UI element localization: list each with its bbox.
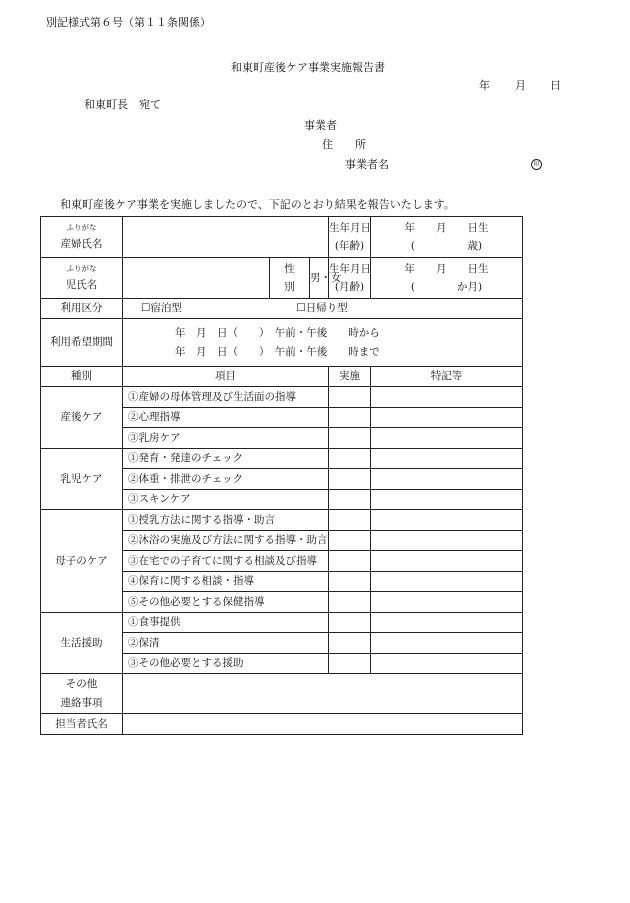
done-cell[interactable] (329, 653, 371, 674)
period-from: 年 月 日（ ） 午前・午後 時から (175, 327, 380, 340)
mother-name-field[interactable] (123, 217, 329, 258)
child-birth-field[interactable]: 年 月 日生 ( か月) (371, 258, 523, 299)
date-month: 月 (515, 79, 526, 92)
mother-birth-field[interactable]: 年 月 日生 ( 歳) (371, 217, 523, 258)
done-cell[interactable] (329, 510, 371, 531)
category-mother-child-care: 母子のケア (41, 510, 123, 613)
item-label: ④保育に関する相談・指導 (123, 571, 329, 592)
notes-cell[interactable] (371, 571, 523, 592)
form-number: 別記様式第６号（第１１条関係） (46, 16, 211, 29)
usage-type-label: 利用区分 (41, 299, 123, 319)
notes-cell[interactable] (371, 633, 523, 654)
mother-birth-label-cell: 生年月日 (年齢) (329, 217, 371, 258)
category-postpartum-care: 産後ケア (41, 387, 123, 449)
notes-cell[interactable] (371, 551, 523, 572)
item-label: ①発育・発達のチェック (123, 448, 329, 469)
item-label: ③スキンケア (123, 489, 329, 510)
period-row (41, 319, 523, 367)
usage-daytrip-checkbox[interactable]: ☐日帰り型 (296, 302, 348, 315)
child-birth-label-cell: 生年月日 (月齢) (329, 258, 371, 299)
done-cell[interactable] (329, 551, 371, 572)
category-infant-care: 乳児ケア (41, 448, 123, 510)
usage-type-options (123, 299, 523, 319)
col-done-header: 実施 (329, 367, 371, 387)
done-cell[interactable] (329, 571, 371, 592)
table-row (41, 510, 523, 531)
staff-row (41, 714, 523, 735)
mother-name-label: 産婦氏名 (60, 237, 103, 250)
notes-cell[interactable] (371, 387, 523, 408)
operator-name-label: 事業者名 (345, 158, 389, 171)
item-label: ②心理指導 (123, 407, 329, 428)
notes-cell[interactable] (371, 448, 523, 469)
child-name-label: 児氏名 (65, 278, 98, 291)
done-cell[interactable] (329, 633, 371, 654)
mother-name-label-cell: ふりがな 産婦氏名 (41, 217, 123, 258)
notes-cell[interactable] (371, 530, 523, 551)
done-cell[interactable] (329, 489, 371, 510)
done-cell[interactable] (329, 387, 371, 408)
notes-cell[interactable] (371, 612, 523, 633)
done-cell[interactable] (329, 469, 371, 490)
document-title: 和東町産後ケア事業実施報告書 (231, 61, 385, 74)
done-cell[interactable] (329, 448, 371, 469)
notes-cell[interactable] (371, 653, 523, 674)
sex-options-field[interactable]: 男・女 (310, 258, 329, 299)
report-form (40, 216, 523, 735)
notes-cell[interactable] (371, 510, 523, 531)
usage-overnight-checkbox[interactable]: ☐宿泊型 (141, 302, 182, 315)
staff-name-label: 担当者氏名 (41, 714, 123, 735)
item-label: ⑤その他必要とする保健指導 (123, 592, 329, 613)
table-row (41, 387, 523, 408)
staff-name-field[interactable] (123, 714, 523, 735)
notes-cell[interactable] (371, 592, 523, 613)
period-field[interactable] (123, 319, 523, 367)
usage-type-row (41, 299, 523, 319)
intro-text: 和東町産後ケア事業を実施しましたので、下記のとおり結果を報告いたします。 (60, 198, 455, 211)
other-notes-field[interactable] (123, 674, 523, 714)
item-label: ①授乳方法に関する指導・助言 (123, 510, 329, 531)
child-row (41, 258, 523, 299)
sex-label-cell: 性 別 (270, 258, 310, 299)
other-notes-row (41, 674, 523, 714)
mother-row (41, 217, 523, 258)
date-day: 日 (550, 79, 561, 92)
item-label: ②体重・排泄のチェック (123, 469, 329, 490)
item-label: ③その他必要とする援助 (123, 653, 329, 674)
done-cell[interactable] (329, 612, 371, 633)
period-label: 利用希望期間 (41, 319, 123, 367)
items-header-row (41, 367, 523, 387)
item-label: ①産婦の母体管理及び生活面の指導 (123, 387, 329, 408)
addressee: 和東町長 宛て (84, 98, 161, 111)
notes-cell[interactable] (371, 428, 523, 449)
notes-cell[interactable] (371, 489, 523, 510)
col-notes-header: 特記等 (371, 367, 523, 387)
col-category-header: 種別 (41, 367, 123, 387)
address-label: 住 所 (322, 138, 366, 151)
item-label: ①食事提供 (123, 612, 329, 633)
seal-mark: 印 (531, 159, 542, 170)
item-label: ②保清 (123, 633, 329, 654)
item-label: ②沐浴の実施及び方法に関する指導・助言 (123, 530, 329, 551)
item-label: ③在宅での子育てに関する相談及び指導 (123, 551, 329, 572)
done-cell[interactable] (329, 530, 371, 551)
notes-cell[interactable] (371, 469, 523, 490)
period-to: 年 月 日（ ） 午前・午後 時まで (175, 345, 380, 358)
col-item-header: 項目 (123, 367, 329, 387)
child-name-label-cell: ふりがな 児氏名 (41, 258, 123, 299)
table-row (41, 448, 523, 469)
done-cell[interactable] (329, 428, 371, 449)
other-notes-label: その他 連絡事項 (41, 674, 123, 714)
done-cell[interactable] (329, 592, 371, 613)
child-name-field[interactable] (123, 258, 270, 299)
category-living-support: 生活援助 (41, 612, 123, 674)
notes-cell[interactable] (371, 407, 523, 428)
date-year: 年 (479, 79, 490, 92)
operator-label: 事業者 (304, 119, 337, 132)
table-row (41, 612, 523, 633)
done-cell[interactable] (329, 407, 371, 428)
item-label: ③乳房ケア (123, 428, 329, 449)
